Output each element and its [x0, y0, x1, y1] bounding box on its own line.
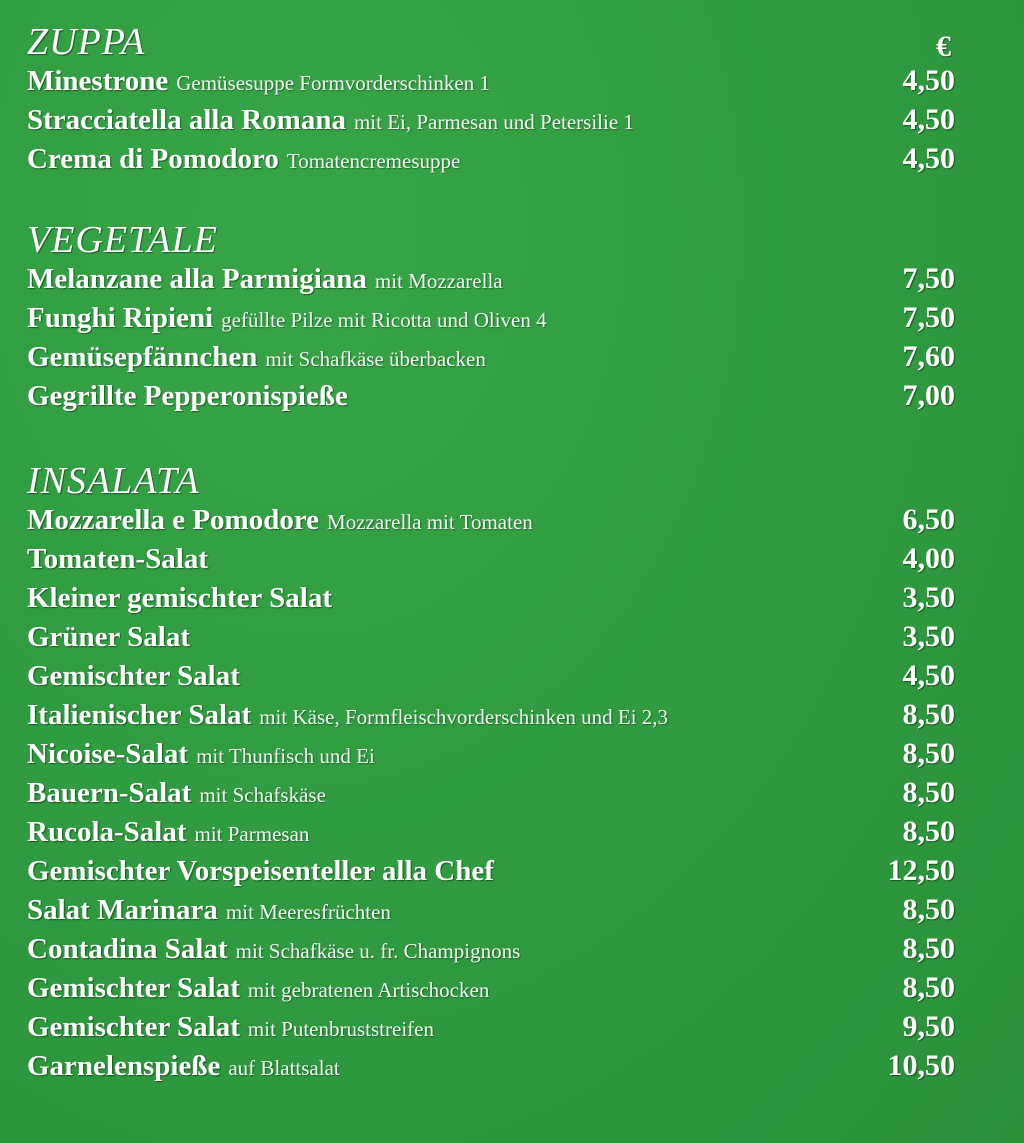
menu-item	[27, 698, 955, 737]
item-price: 4,50	[902, 103, 955, 136]
item-price: 8,50	[902, 698, 955, 731]
menu-item	[27, 1049, 955, 1088]
menu-item	[27, 379, 955, 418]
item-price: 7,60	[902, 340, 955, 373]
currency-symbol: €	[936, 30, 951, 63]
menu-item	[27, 581, 955, 620]
item-name: Mozzarella e Pomodore	[27, 504, 320, 536]
menu-item	[27, 893, 955, 932]
item-name: Gemischter Salat	[27, 660, 240, 692]
item-price: 8,50	[902, 737, 955, 770]
item-price: 7,50	[902, 262, 955, 295]
item-name: Rucola-Salat	[27, 816, 187, 848]
item-description: Mozzarella mit Tomaten	[327, 510, 533, 534]
section-vegetale	[27, 218, 955, 418]
item-name: Gegrillte Pepperonispieße	[27, 380, 348, 412]
item-price: 4,00	[902, 542, 955, 575]
menu-item	[27, 103, 955, 142]
item-price: 10,50	[887, 1049, 955, 1082]
section-spacer	[27, 181, 955, 218]
menu-item	[27, 659, 955, 698]
menu-item	[27, 301, 955, 340]
item-price: 8,50	[902, 971, 955, 1004]
item-description: Tomatencremesuppe	[286, 149, 461, 173]
section-header	[27, 218, 955, 262]
menu-item	[27, 776, 955, 815]
item-description: mit Thunfisch und Ei	[196, 744, 375, 768]
item-name: Minestrone	[27, 65, 169, 97]
item-price: 3,50	[902, 581, 955, 614]
section-header	[27, 459, 955, 503]
menu-item	[27, 620, 955, 659]
section-header	[27, 20, 955, 64]
item-description: Gemüsesuppe Formvorderschinken 1	[176, 71, 491, 95]
item-price: 4,50	[902, 142, 955, 175]
item-name: Crema di Pomodoro	[27, 143, 279, 175]
item-price: 8,50	[902, 776, 955, 809]
item-description: mit Putenbruststreifen	[247, 1017, 434, 1041]
item-description: mit Parmesan	[194, 822, 310, 846]
item-name: Gemüsepfännchen	[27, 341, 258, 373]
section-title: INSALATA	[27, 460, 200, 502]
item-price: 12,50	[887, 854, 955, 887]
item-name: Garnelenspieße	[27, 1050, 221, 1082]
item-description: mit gebratenen Artischocken	[247, 978, 490, 1002]
menu-item	[27, 340, 955, 379]
menu-item	[27, 971, 955, 1010]
item-description: mit Meeresfrüchten	[225, 900, 391, 924]
item-name: Gemischter Salat	[27, 972, 240, 1004]
item-name: Funghi Ripieni	[27, 302, 214, 334]
item-description: mit Käse, Formfleischvorderschinken und Ei 2,3	[259, 705, 669, 729]
item-price: 4,50	[902, 659, 955, 692]
item-price: 7,50	[902, 301, 955, 334]
section-spacer	[27, 418, 955, 459]
menu-item	[27, 737, 955, 776]
menu-item	[27, 815, 955, 854]
item-description: mit Schafkäse u. fr. Champignons	[235, 939, 521, 963]
item-price: 8,50	[902, 893, 955, 926]
item-description: mit Mozzarella	[374, 269, 503, 293]
menu	[27, 20, 955, 1088]
item-price: 7,00	[902, 379, 955, 412]
menu-item	[27, 932, 955, 971]
item-price: 6,50	[902, 503, 955, 536]
item-name: Bauern-Salat	[27, 777, 192, 809]
section-title: ZUPPA	[27, 21, 146, 63]
item-name: Grüner Salat	[27, 621, 190, 653]
item-name: Kleiner gemischter Salat	[27, 582, 332, 614]
item-price: 8,50	[902, 815, 955, 848]
menu-item	[27, 503, 955, 542]
menu-item	[27, 142, 955, 181]
item-name: Gemischter Salat	[27, 1011, 240, 1043]
item-name: Contadina Salat	[27, 933, 228, 965]
item-price: 8,50	[902, 932, 955, 965]
item-description: gefüllte Pilze mit Ricotta und Oliven 4	[221, 308, 547, 332]
item-name: Tomaten-Salat	[27, 543, 208, 575]
menu-item	[27, 542, 955, 581]
section-title: VEGETALE	[27, 219, 218, 261]
item-name: Nicoise-Salat	[27, 738, 189, 770]
item-price: 4,50	[902, 64, 955, 97]
item-price: 9,50	[902, 1010, 955, 1043]
item-description: auf Blattsalat	[228, 1056, 340, 1080]
menu-item	[27, 1010, 955, 1049]
item-description: mit Ei, Parmesan und Petersilie 1	[353, 110, 634, 134]
item-description: mit Schafskäse	[199, 783, 326, 807]
item-name: Stracciatella alla Romana	[27, 104, 346, 136]
menu-item	[27, 854, 955, 893]
section-zuppa	[27, 20, 955, 181]
item-description: mit Schafkäse überbacken	[265, 347, 486, 371]
section-insalata	[27, 459, 955, 1088]
item-price: 3,50	[902, 620, 955, 653]
menu-item	[27, 262, 955, 301]
menu-item	[27, 64, 955, 103]
item-name: Melanzane alla Parmigiana	[27, 263, 367, 295]
item-name: Gemischter Vorspeisenteller alla Chef	[27, 855, 494, 887]
item-name: Salat Marinara	[27, 894, 218, 926]
item-name: Italienischer Salat	[27, 699, 252, 731]
